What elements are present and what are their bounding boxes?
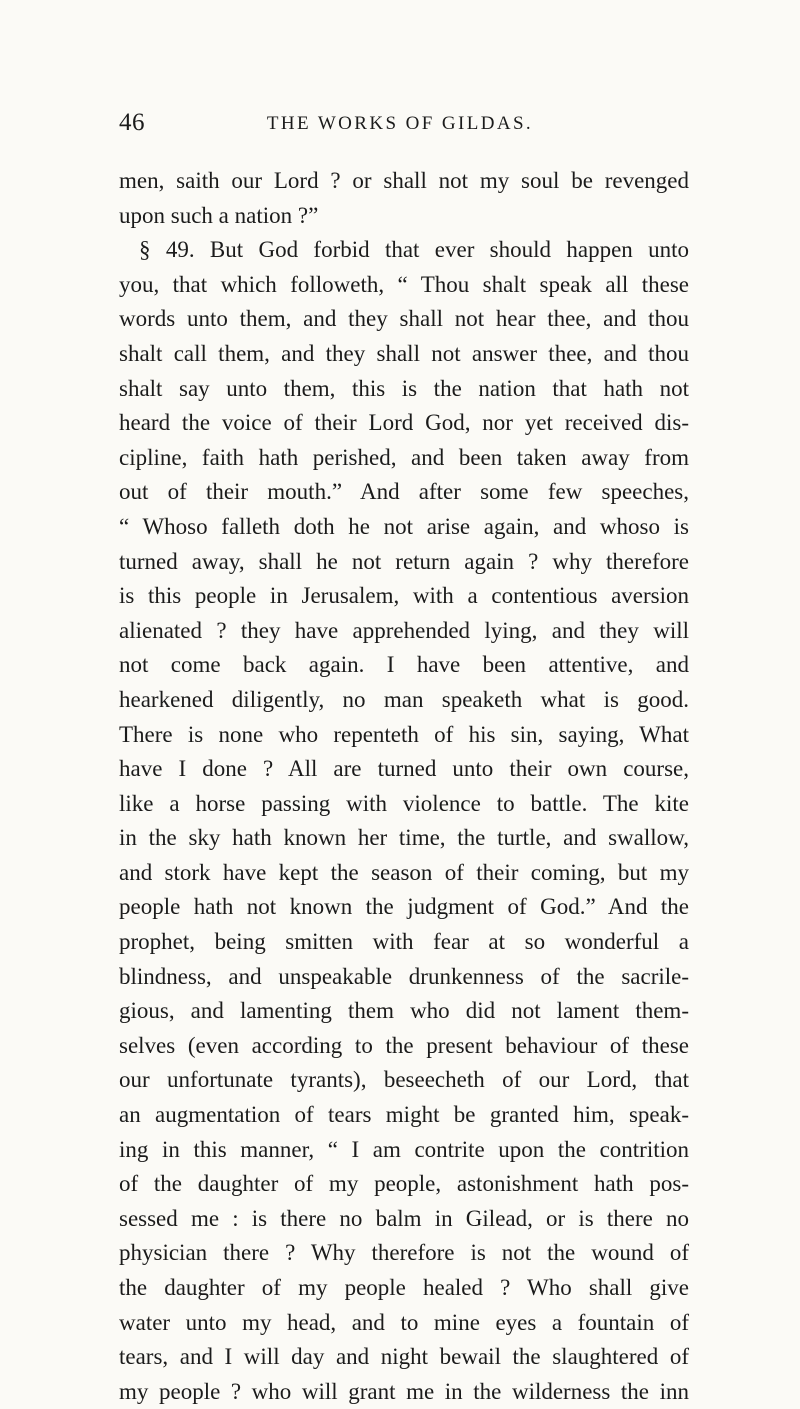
- text-line: There is none who repenteth of his sin, saying, What: [119, 721, 689, 747]
- text-line: blindness, and unspeakable drunkenness of the sacrile-: [119, 963, 689, 989]
- text-line: not come back again. I have been attentive, and: [119, 652, 689, 678]
- running-head: [0, 108, 800, 138]
- text-line: ing in this manner, “ I am contrite upon the contrition: [119, 1136, 689, 1162]
- text-line: tears, and I will day and night bewail the slaughtered of: [119, 1344, 689, 1370]
- text-line: alienated ? they have apprehended lying, and they will: [119, 617, 689, 643]
- text-line: “ Whoso falleth doth he not arise again, and whoso is: [119, 513, 689, 539]
- text-line: of the daughter of my people, astonishment hath pos-: [119, 1171, 689, 1197]
- text-line: gious, and lamenting them who did not lament them-: [119, 998, 689, 1024]
- text-line: upon such a nation ?”: [119, 202, 319, 228]
- text-line: have I done ? All are turned unto their own course,: [119, 756, 689, 782]
- text-line: in the sky hath known her time, the turtle, and swallow,: [119, 825, 689, 851]
- text-line: you, that which followeth, “ Thou shalt speak all these: [119, 271, 689, 297]
- text-line: shalt call them, and they shall not answer thee, and thou: [119, 340, 689, 366]
- text-line: men, saith our Lord ? or shall not my soul be revenged: [119, 168, 689, 193]
- text-line: selves (even according to the present behaviour of these: [119, 1032, 689, 1058]
- text-line: my people ? who will grant me in the wilderness the inn: [119, 1378, 689, 1404]
- text-line: hearkened diligently, no man speaketh what is good.: [119, 686, 689, 712]
- text-line: the daughter of my people healed ? Who shall give: [119, 1275, 689, 1300]
- text-line: is this people in Jerusalem, with a contentious aversion: [119, 583, 689, 609]
- section-heading-line: § 49. But God forbid that ever should happen unto: [139, 237, 689, 263]
- text-line: heard the voice of their Lord God, nor yet received dis-: [119, 410, 689, 436]
- text-line: words unto them, and they shall not hear thee, and thou: [119, 306, 689, 332]
- text-line: our unfortunate tyrants), beseecheth of our Lord, that: [119, 1067, 689, 1093]
- text-line: turned away, shall he not return again ? why therefore: [119, 548, 689, 574]
- text-line: sessed me : is there no balm in Gilead, or is there no: [119, 1205, 689, 1231]
- text-line: shalt say unto them, this is the nation that hath not: [119, 375, 689, 401]
- text-line: cipline, faith hath perished, and been taken away from: [119, 444, 689, 470]
- body-text: [119, 164, 689, 1409]
- text-line: like a horse passing with violence to battle. The kite: [119, 790, 689, 816]
- page-number: 46: [119, 109, 145, 136]
- text-line: and stork have kept the season of their coming, but my: [119, 859, 689, 885]
- text-line: physician there ? Why therefore is not the wound of: [119, 1240, 689, 1266]
- text-line: prophet, being smitten with fear at so wonderful a: [119, 929, 689, 955]
- running-title: THE WORKS OF GILDAS.: [266, 113, 534, 134]
- text-line: water unto my head, and to mine eyes a fountain of: [119, 1309, 689, 1335]
- text-line: people hath not known the judgment of God.” And the: [119, 894, 689, 920]
- text-line: an augmentation of tears might be granted him, speak-: [119, 1102, 689, 1128]
- text-line: out of their mouth.” And after some few speeches,: [119, 479, 689, 505]
